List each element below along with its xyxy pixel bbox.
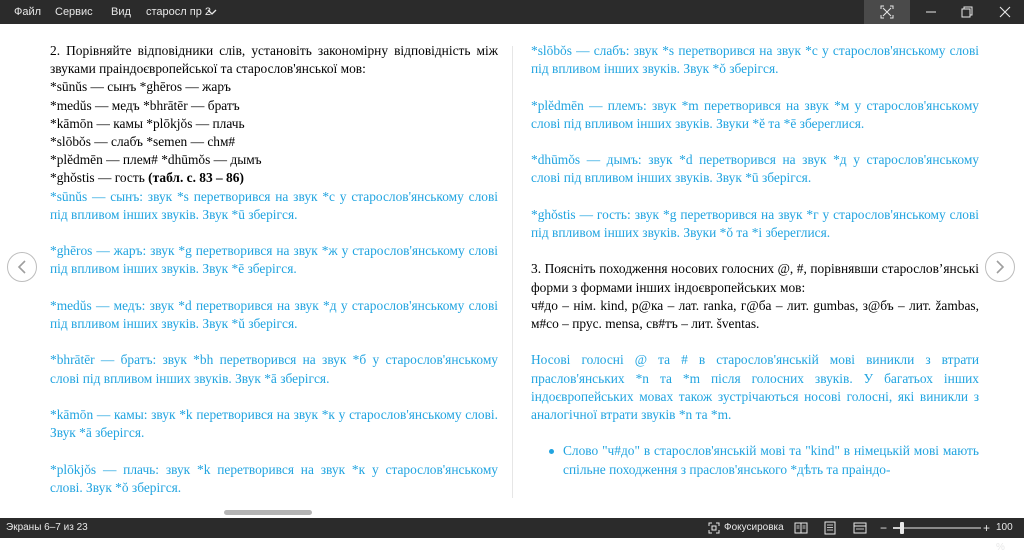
answer-paragraph: *kāmōn — камы: звук *k перетворився на звук *к у старослов'янському слові. Звук *ā зберігся. — [50, 407, 498, 441]
horizontal-scrollbar-thumb[interactable] — [224, 510, 312, 515]
next-page-button[interactable] — [985, 252, 1015, 282]
fullscreen-icon — [880, 5, 894, 19]
page-counter: Экраны 6–7 из 23 — [6, 522, 88, 533]
right-page — [531, 42, 979, 479]
zoom-level: 100 % — [996, 522, 1013, 553]
answer-paragraph: *medŭs — медъ: звук *d перетворився на звук *д у старослов'янському слові під впливом інших звуків. Звук *ŭ зберігся. — [50, 297, 498, 332]
answer-paragraph: *dhūmŏs — дымъ: звук *d перетворився на звук *д у старослов'янському слові під впливом інших звуків. Звук *ū зберігся. — [531, 152, 979, 186]
menu-service[interactable]: Сервис — [55, 6, 93, 18]
restore-icon — [960, 5, 974, 19]
previous-page-button[interactable] — [7, 252, 37, 282]
focus-label: Фокусировка — [724, 522, 784, 533]
word-pair-line — [50, 169, 498, 187]
task3-answer: Носові голосні @ та # в старослов'янській мові виникли з втрати праслов'янських *n та *m після голосних звуків. У багатьох інших індоєвропейських мовах також зустрічаються носові голосні, які виникли з аналогічної втрати звуків *n та *m. — [531, 352, 979, 422]
book-icon — [794, 521, 808, 535]
answer-paragraph: *sūnŭs — сынъ: звук *s перетворився на звук *с у старослов'янському слові під впливом інших звуків. Звук *ū зберігся. — [50, 188, 498, 222]
task3-question: 3. Поясніть походження носових голосних @, #, порівнявши старослов’янські форми з формами інших індоєвропейських мов: — [531, 261, 979, 295]
focus-icon — [708, 522, 720, 534]
bullet-icon — [549, 449, 554, 454]
zoom-in-button[interactable]: + — [983, 521, 991, 535]
bullet-text: Слово "ч#до" в старослов'янській мові та "kind" в німецькій мові мають спільне походження з праслов'янського *дѣть та праіндо- — [563, 443, 979, 477]
list-item — [531, 442, 979, 478]
answer-paragraph: *slōbŏs — слабъ: звук *s перетворився на звук *с у старослов'янському слові під впливом інших звуків. Звук *ŏ зберігся. — [531, 43, 979, 77]
answer-paragraph: *bhrātēr — братъ: звук *bh перетворився на звук *б у старослов'янському слові під впливом інших звуків. Звук *ā зберігся. — [50, 352, 498, 386]
fullscreen-button[interactable] — [864, 0, 910, 24]
title-bar — [0, 0, 1024, 24]
status-bar — [0, 518, 1024, 553]
task2-question: 2. Порівняйте відповідники слів, установіть закономірну відповідність між звуками праіндоєвропейської та старослов'янської мов: — [50, 43, 498, 77]
minimize-icon — [924, 5, 938, 19]
task3-examples: ч#до – нім. kind, р@ка – лат. ranka, г@ба – лит. gumbas, з@бъ – лит. žambas, м#со – прус. mensa, св#тъ – лит. šventas. — [531, 297, 979, 331]
reading-area[interactable] — [0, 24, 1024, 518]
word-pair-text: *ghŏstis — гость — [50, 170, 149, 186]
page-layout-icon — [823, 521, 837, 535]
chevron-left-icon — [16, 260, 28, 274]
table-reference: (табл. с. 83 – 86) — [148, 170, 244, 186]
close-icon — [998, 5, 1012, 19]
page-divider — [512, 46, 513, 498]
answer-paragraph: *ghŏstis — гость: звук *g перетворився на звук *г у старослов'янському слові під впливом інших звуків. Звуки *ŏ та *i збереглися. — [531, 206, 979, 240]
zoom-out-button[interactable]: − — [880, 521, 888, 535]
chevron-down-icon[interactable] — [205, 5, 219, 19]
read-mode-button[interactable] — [794, 521, 808, 535]
word-pair-line: *plĕdmēn — плем# *dhūmŏs — дымъ — [50, 152, 262, 168]
word-pair-line: *sūnŭs — сынъ *ghēros — жаръ — [50, 79, 231, 95]
close-button[interactable] — [982, 0, 1028, 24]
menu-view[interactable]: Вид — [111, 6, 131, 18]
zoom-slider-thumb[interactable] — [900, 522, 904, 534]
menu-file[interactable]: Файл — [14, 6, 42, 18]
zoom-slider[interactable] — [893, 527, 981, 529]
web-layout-icon — [853, 521, 867, 535]
web-layout-button[interactable] — [853, 521, 867, 535]
document-title[interactable]: старосл пр 2 — [146, 6, 211, 18]
word-pair-line: *medŭs — медъ *bhrātēr — братъ — [50, 97, 240, 113]
answer-paragraph: *ghēros — жаръ: звук *g перетворився на звук *ж у старослов'янському слові під впливом інших звуків. Звук *ē зберігся. — [50, 243, 498, 277]
answer-paragraph: *plōkjŏs — плачь: звук *k перетворився на звук *к у старослов'янському слові. Звук *ŏ зберігся. — [50, 461, 498, 495]
print-layout-button[interactable] — [823, 521, 837, 535]
word-pair-line: *slōbŏs — слабъ *semen — сhм# — [50, 134, 236, 150]
word-pair-line: *kāmōn — камы *plōkjŏs — плачь — [50, 115, 245, 131]
answer-paragraph: *plĕdmēn — племъ: звук *m перетворився на звук *м у старослов'янському слові під впливом інших звуків. Звуки *ĕ та *ē збереглися. — [531, 97, 979, 131]
left-page — [50, 42, 498, 497]
chevron-right-icon — [994, 260, 1006, 274]
